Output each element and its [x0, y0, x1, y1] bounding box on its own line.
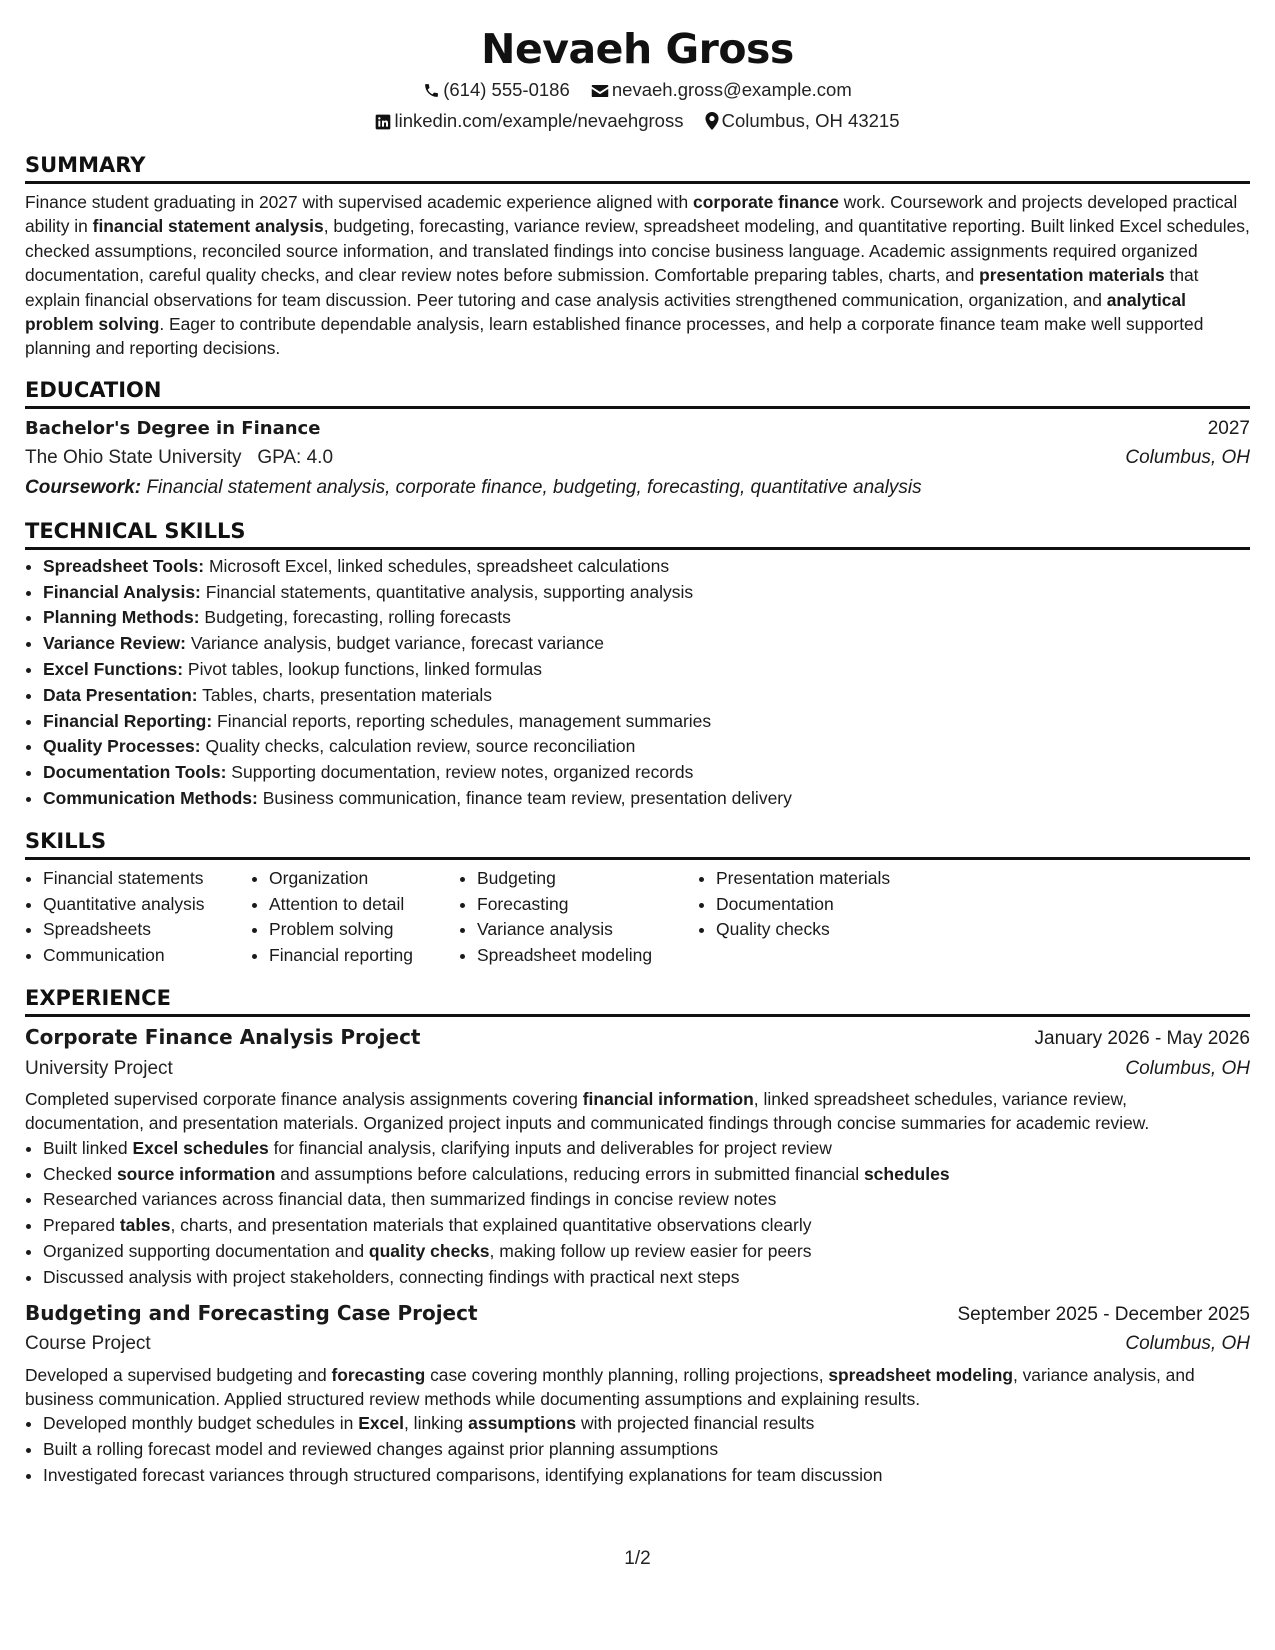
- education-school-row: [25, 443, 1250, 473]
- bullet-item: • Prepared tables, charts, and presentation materials that explained quantitative observations clearly: [43, 1213, 1250, 1239]
- technical-skills-section: [25, 516, 1250, 812]
- experience-title-row: [25, 1299, 1250, 1330]
- skill-category: Planning Methods:: [43, 607, 200, 628]
- experience-org: Course Project: [25, 1333, 151, 1355]
- skill-item: • Quality checks: [716, 917, 976, 943]
- technical-skill-item: • Documentation Tools: Supporting documentation, review notes, organized records: [43, 760, 1250, 786]
- linkedin-text: linkedin.com/example/nevaehgross: [394, 110, 684, 131]
- skill-item: • Organization: [269, 866, 459, 892]
- skills-column: [25, 866, 251, 969]
- experience-dates: January 2026 - May 2026: [1034, 1028, 1250, 1049]
- coursework-list: Financial statement analysis, corporate finance, budgeting, forecasting, quantitative analysis: [146, 476, 922, 498]
- coursework-label: Coursework:: [25, 476, 142, 498]
- experience-location: Columbus, OH: [1125, 1333, 1250, 1355]
- envelope-icon: [591, 83, 609, 99]
- technical-skills-list: [25, 554, 1250, 812]
- phone-contact[interactable]: [423, 74, 570, 105]
- section-title-education: EDUCATION: [25, 375, 1250, 409]
- education-degree-row: [25, 414, 1250, 444]
- location-text: Columbus, OH 43215: [721, 110, 900, 131]
- experience-entry: [25, 1299, 1250, 1489]
- experience-org: University Project: [25, 1057, 173, 1079]
- emphasis-text: financial information: [582, 1089, 754, 1109]
- skill-item: • Forecasting: [477, 892, 698, 918]
- technical-skill-item: • Financial Reporting: Financial reports, reporting schedules, management summaries: [43, 709, 1250, 735]
- skill-item: • Attention to detail: [269, 892, 459, 918]
- bullet-item: • Checked source information and assumptions before calculations, reducing errors in submitted financial schedules: [43, 1162, 1250, 1188]
- email-contact[interactable]: [591, 74, 852, 105]
- skill-item: • Spreadsheets: [43, 917, 251, 943]
- skill-category: Financial Reporting:: [43, 710, 213, 731]
- experience-bullets: [25, 1136, 1250, 1291]
- contact-line-2: [25, 105, 1250, 136]
- experience-bullets: [25, 1411, 1250, 1488]
- technical-skill-item: • Variance Review: Variance analysis, budget variance, forecast variance: [43, 631, 1250, 657]
- skill-item: • Presentation materials: [716, 866, 976, 892]
- skills-column: [251, 866, 459, 969]
- resume-page: [25, 0, 1250, 1489]
- emphasis-text: analytical problem solving: [25, 289, 1186, 335]
- linkedin-icon: [375, 114, 391, 130]
- experience-org-row: [25, 1329, 1250, 1359]
- location-contact: [705, 105, 900, 136]
- school-location: Columbus, OH: [1125, 447, 1250, 469]
- technical-skill-item: • Data Presentation: Tables, charts, presentation materials: [43, 683, 1250, 709]
- experience-dates: September 2025 - December 2025: [957, 1303, 1250, 1325]
- technical-skill-item: • Spreadsheet Tools: Microsoft Excel, linked schedules, spreadsheet calculations: [43, 554, 1250, 580]
- experience-title-row: [25, 1023, 1250, 1054]
- emphasis-text: Excel: [358, 1413, 404, 1434]
- skill-category: Spreadsheet Tools:: [43, 555, 205, 576]
- skill-item: • Financial reporting: [269, 943, 459, 969]
- experience-org-row: [25, 1054, 1250, 1084]
- bullet-item: • Developed monthly budget schedules in Excel, linking assumptions with projected financial results: [43, 1411, 1250, 1437]
- skills-grid: [25, 866, 1250, 969]
- emphasis-text: quality checks: [368, 1241, 490, 1261]
- emphasis-text: presentation materials: [979, 265, 1165, 286]
- skill-category: Quality Processes:: [43, 736, 201, 757]
- skill-category: Financial Analysis:: [43, 581, 201, 602]
- technical-skill-item: • Communication Methods: Business communication, finance team review, presentation delivery: [43, 786, 1250, 812]
- email-text: nevaeh.gross@example.com: [611, 79, 852, 100]
- section-title-summary: SUMMARY: [25, 150, 1250, 184]
- resume-header: [25, 0, 1250, 136]
- skill-item: • Problem solving: [269, 917, 459, 943]
- skill-category: Data Presentation:: [43, 684, 198, 705]
- education-section: [25, 375, 1250, 502]
- skills-column: [698, 866, 976, 969]
- skill-category: Documentation Tools:: [43, 762, 227, 783]
- linkedin-contact[interactable]: [375, 105, 683, 136]
- emphasis-text: forecasting: [331, 1364, 426, 1385]
- experience-title: Corporate Finance Analysis Project: [25, 1025, 421, 1049]
- bullet-item: • Investigated forecast variances through structured comparisons, identifying explanations for team discussion: [43, 1463, 1250, 1489]
- bullet-item: • Built a rolling forecast model and reviewed changes against prior planning assumptions: [43, 1437, 1250, 1463]
- emphasis-text: tables: [119, 1215, 171, 1236]
- skills-column: [459, 866, 698, 969]
- skill-item: • Spreadsheet modeling: [477, 943, 698, 969]
- bullet-item: • Built linked Excel schedules for financial analysis, clarifying inputs and deliverables for project review: [43, 1136, 1250, 1162]
- phone-icon: [423, 82, 440, 99]
- skill-category: Variance Review:: [43, 633, 186, 654]
- skill-category: Excel Functions:: [43, 659, 184, 680]
- bullet-item: • Researched variances across financial data, then summarized findings in concise review notes: [43, 1187, 1250, 1213]
- skill-category: Communication Methods:: [43, 788, 258, 809]
- degree-name: Bachelor's Degree in Finance: [25, 417, 321, 439]
- technical-skill-item: • Financial Analysis: Financial statements, quantitative analysis, supporting analysis: [43, 580, 1250, 606]
- skill-item: • Budgeting: [477, 866, 698, 892]
- emphasis-text: Excel schedules: [132, 1137, 269, 1158]
- bullet-item: • Discussed analysis with project stakeholders, connecting findings with practical next steps: [43, 1265, 1250, 1291]
- technical-skill-item: • Excel Functions: Pivot tables, lookup functions, linked formulas: [43, 657, 1250, 683]
- emphasis-text: spreadsheet modeling: [828, 1364, 1013, 1385]
- section-title-skills: SKILLS: [25, 826, 1250, 860]
- technical-skill-item: • Planning Methods: Budgeting, forecasting, rolling forecasts: [43, 605, 1250, 631]
- phone-text: (614) 555-0186: [443, 79, 570, 100]
- emphasis-text: assumptions: [468, 1413, 577, 1434]
- experience-section: [25, 983, 1250, 1489]
- emphasis-text: schedules: [863, 1163, 950, 1184]
- skill-item: • Communication: [43, 943, 251, 969]
- emphasis-text: corporate finance: [693, 192, 839, 212]
- experience-title: Budgeting and Forecasting Case Project: [25, 1300, 478, 1325]
- experience-entry: [25, 1023, 1250, 1291]
- bullet-item: • Organized supporting documentation and quality checks, making follow up review easier for peers: [43, 1239, 1250, 1265]
- technical-skill-item: • Quality Processes: Quality checks, calculation review, source reconciliation: [43, 734, 1250, 760]
- skill-item: • Quantitative analysis: [43, 892, 251, 918]
- experience-summary: Developed a supervised budgeting and forecasting case covering monthly planning, rolling projections, spreadsheet modeling, variance analysis, and business communication. Applied structured review methods while documenting assumptions and explaining results.: [25, 1364, 1195, 1409]
- school-info: [25, 443, 333, 473]
- skill-item: • Variance analysis: [477, 917, 698, 943]
- skill-item: • Documentation: [716, 892, 976, 918]
- skills-section: [25, 826, 1250, 969]
- section-title-experience: EXPERIENCE: [25, 983, 1250, 1017]
- contact-line-1: [25, 74, 1250, 105]
- section-title-technical-skills: TECHNICAL SKILLS: [25, 516, 1250, 550]
- gpa: GPA: 4.0: [257, 447, 334, 469]
- emphasis-text: source information: [116, 1163, 276, 1184]
- summary-section: [25, 150, 1250, 361]
- school-name: The Ohio State University: [25, 447, 242, 469]
- page-number: 1/2: [624, 1548, 651, 1569]
- candidate-name: Nevaeh Gross: [481, 25, 794, 73]
- summary-paragraph: Finance student graduating in 2027 with supervised academic experience aligned with corporate finance work. Coursework and projects developed practical ability in financial statement analysis, budgeting, forecasting, variance review, spreadsheet modeling, and quantitative reporting. Built linked Excel schedules, checked assumptions, reconciled source information, and translated findings into concise business language. Academic assignments required organized documentation, careful quality checks, and clear review notes before submission. Comfortable preparing tables, charts, and presentation materials that explain financial observations for team discussion. Peer tutoring and case analysis activities strengthened communication, organization, and analytical problem solving. Eager to contribute dependable analysis, learn established finance processes, and help a corporate finance team make well supported planning and reporting decisions.: [25, 192, 1250, 359]
- graduation-year: 2027: [1207, 417, 1250, 439]
- experience-location: Columbus, OH: [1125, 1057, 1250, 1079]
- coursework-line: [25, 473, 1250, 502]
- skill-item: • Financial statements: [43, 866, 251, 892]
- map-pin-icon: [705, 112, 719, 130]
- emphasis-text: financial statement analysis: [92, 216, 324, 237]
- experience-summary: Completed supervised corporate finance analysis assignments covering financial information, linked spreadsheet schedules, variance review, documentation, and presentation materials. Organized project inputs and communicated findings through concise summaries for academic review.: [25, 1089, 1150, 1134]
